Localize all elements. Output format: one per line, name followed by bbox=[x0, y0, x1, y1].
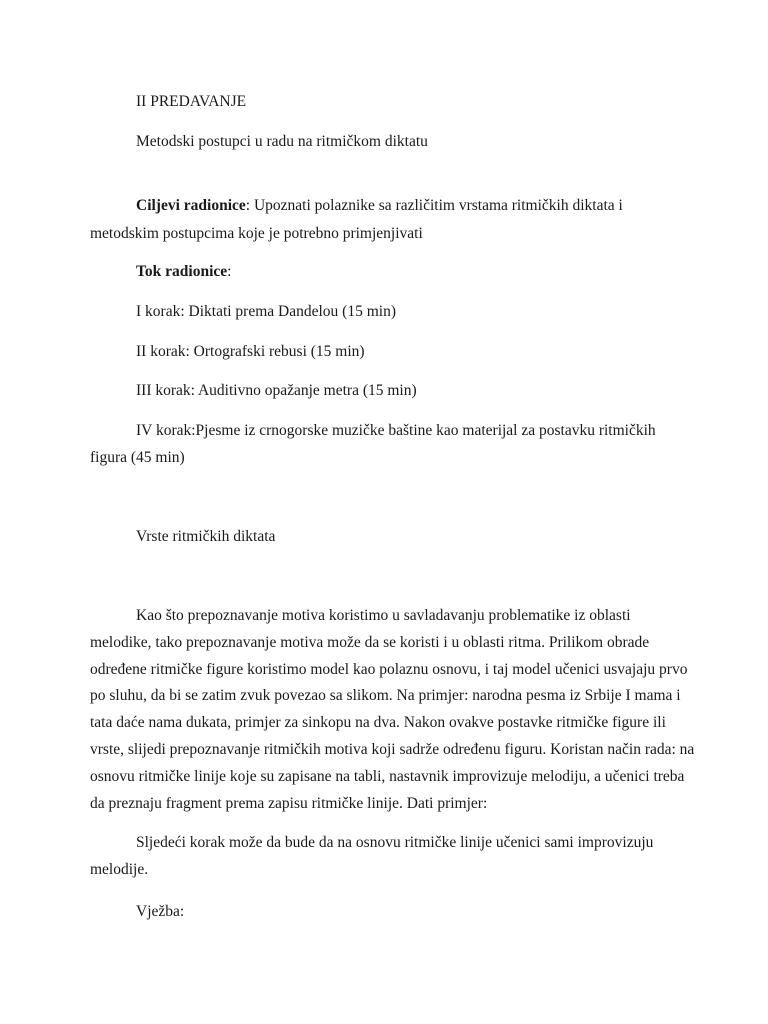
paragraph1-line: određene ritmičke figure koristimo model kao polaznu osnovu, i taj model učenici usvajaju prvo bbox=[90, 661, 688, 678]
paragraph2-line: Sljedeći korak može da bude da na osnovu ritmičke linije učenici sami improvizuju bbox=[136, 834, 654, 851]
paragraph1-line: melodike, tako prepoznavanje motiva može da se koristi i u oblasti ritma. Prilikom obrade bbox=[90, 634, 650, 651]
paragraph1-line: tata daće nama dukata, primjer za sinkopu na dva. Nakon ovakve postavke ritmičke figure ili bbox=[90, 714, 666, 731]
paragraph1-line: osnovu ritmičke linije koje su zapisane na tabli, nastavnik improvizuje melodiju, a učenici treba bbox=[90, 768, 685, 785]
paragraph1-line: po sluhu, da bi se zatim zvuk povezao sa slikom. Na primjer: narodna pesma iz Srbije I mama i bbox=[90, 687, 681, 704]
goals-text: : Upoznati polaznike sa različitim vrstama ritmičkih diktata i bbox=[245, 197, 623, 214]
step-3: III korak: Auditivno opažanje metra (15 min) bbox=[136, 382, 417, 399]
goals-label: Ciljevi radionice bbox=[136, 197, 246, 214]
paragraph1-line: Kao što prepoznavanje motiva koristimo u savladavanju problematike iz oblasti bbox=[136, 607, 631, 624]
step-4: IV korak:Pjesme iz crnogorske muzičke baštine kao materijal za postavku ritmičkih bbox=[136, 422, 656, 439]
flow-suffix: : bbox=[227, 263, 232, 280]
flow-heading bbox=[136, 262, 231, 282]
goals-line-1 bbox=[136, 196, 623, 216]
goals-line-2: metodskim postupcima koje je potrebno primjenjivati bbox=[90, 225, 423, 242]
paragraph2-line: melodije. bbox=[90, 861, 149, 878]
step-2: II korak: Ortografski rebusi (15 min) bbox=[136, 343, 365, 360]
exercise-label: Vježba: bbox=[136, 903, 185, 920]
lecture-subtitle: Metodski postupci u radu na ritmičkom diktatu bbox=[136, 133, 428, 150]
lecture-heading: II PREDAVANJE bbox=[136, 93, 247, 110]
paragraph1-line: da preznaju fragment prema zapisu ritmičke linije. Dati primjer: bbox=[90, 795, 488, 812]
flow-label: Tok radionice bbox=[136, 263, 228, 280]
step-1: I korak: Diktati prema Dandelou (15 min) bbox=[136, 303, 396, 320]
step-4-continued: figura (45 min) bbox=[90, 449, 185, 466]
section-title: Vrste ritmičkih diktata bbox=[136, 528, 276, 545]
paragraph1-line: vrste, slijedi prepoznavanje ritmičkih motiva koji sadrže određenu figuru. Koristan način rada: na bbox=[90, 741, 695, 758]
